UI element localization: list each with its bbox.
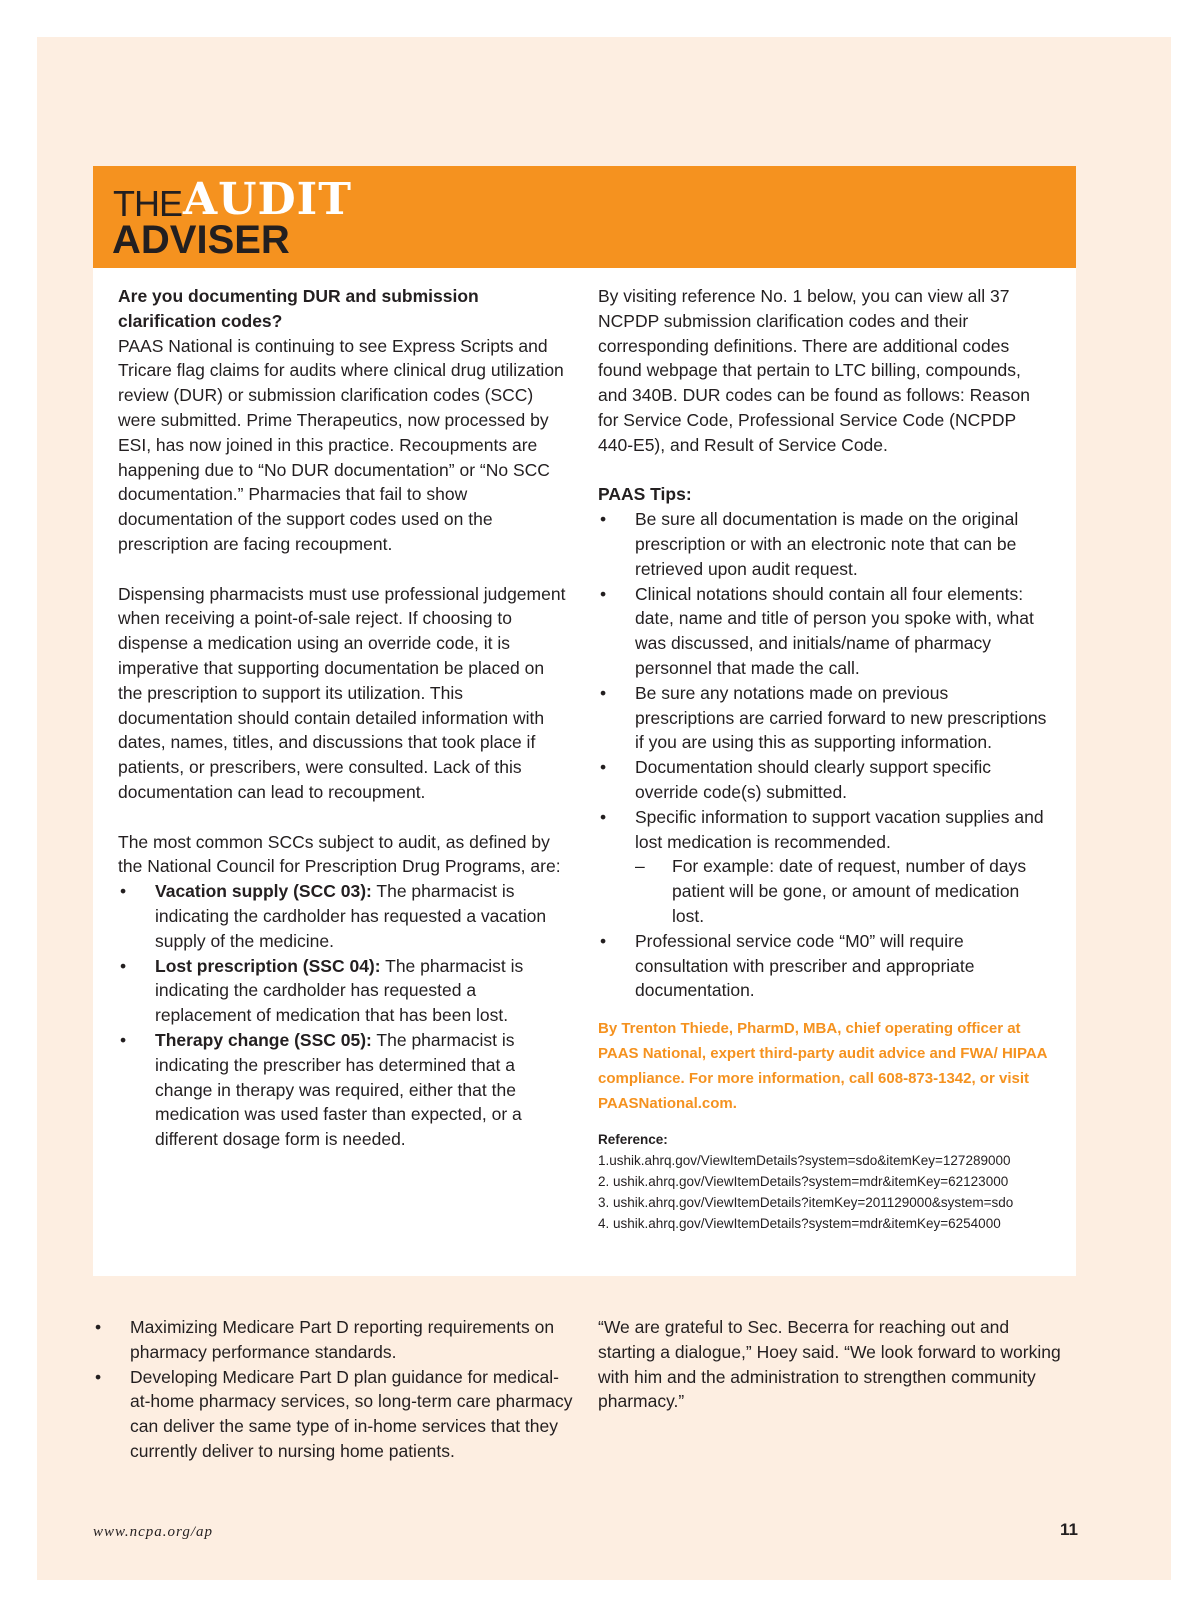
list-sub-item: – For example: date of request, number of days patient will be gone, or amount of medication lost. <box>635 856 1027 926</box>
bullet-icon: • <box>600 682 607 703</box>
list-item: • Developing Medicare Part D plan guidance for medical-at-home pharmacy services, so long-term care pharmacy can deliver the same type of in-home services that they currently deliver to nursing home patients. <box>95 1366 573 1461</box>
reference-link[interactable]: 1.ushik.ahrq.gov/ViewItemDetails?system=sdo&itemKey=127289000 <box>598 1153 1011 1169</box>
hoey-quote: “We are grateful to Sec. Becerra for reaching out and starting a dialogue,” Hoey said. “We look forward to working with him and the administration to strengthen community pharmacy.” <box>598 1317 1061 1412</box>
bullet-icon: • <box>600 509 607 530</box>
left-para-2: Dispensing pharmacists must use professional judgement when receiving a point-of-sale reject. If choosing to dispense a medication using an override code, it is imperative that supporting documentation be placed on the prescription to support its utilization. This documentation should contain detailed information with dates, names, titles, and discussions that took place if patients, or prescribers, were consulted. Lack of this documentation can lead to recoupment. <box>118 583 566 802</box>
list-item: • Clinical notations should contain all four elements: date, name and title of person you spoke with, what was discussed, and initials/name of pharmacy personnel that made the call. <box>600 583 1034 678</box>
bullet-icon: • <box>120 955 127 976</box>
bottom-right-column <box>598 1315 1063 1414</box>
article-heading: Are you documenting DUR and submission clarification codes? <box>118 286 479 331</box>
list-item: • Maximizing Medicare Part D reporting requirements on pharmacy performance standards. <box>95 1317 555 1362</box>
bullet-icon: • <box>600 757 607 778</box>
bullet-icon: • <box>95 1317 102 1337</box>
author-byline: By Trenton Thiede, PharmD, MBA, chief operating officer at PAAS National, expert third-party audit advice and FWA/ HIPAA compliance. For more information, call 608-873-1342, or visit PAASNational.com. <box>598 1020 1047 1112</box>
bullet-icon: • <box>600 930 607 951</box>
page-number: 11 <box>1060 1520 1078 1539</box>
bullet-icon: • <box>600 806 607 827</box>
list-item: • Lost prescription (SSC 04): The pharmacist is indicating the cardholder has requested a replacement of medication that has been lost. <box>120 955 524 1026</box>
right-column <box>598 284 1050 1234</box>
reference-link[interactable]: 2. ushik.ahrq.gov/ViewItemDetails?system=mdr&itemKey=62123000 <box>598 1174 1009 1190</box>
reference-heading: Reference: <box>598 1132 668 1148</box>
list-item: • Vacation supply (SCC 03): The pharmacist is indicating the cardholder has requested a vacation supply of the medicine. <box>120 881 547 951</box>
bottom-left-column <box>93 1315 575 1464</box>
audit-adviser-box <box>93 166 1076 1276</box>
bullet-icon: • <box>600 583 607 604</box>
bullet-icon: • <box>95 1366 102 1387</box>
left-column <box>118 284 566 1152</box>
reference-link[interactable]: 4. ushik.ahrq.gov/ViewItemDetails?system=mdr&itemKey=6254000 <box>598 1216 1001 1232</box>
bullet-icon: • <box>120 1029 127 1050</box>
banner-the: THE <box>113 183 182 224</box>
reference-link[interactable]: 3. ushik.ahrq.gov/ViewItemDetails?itemKey=201129000&system=sdo <box>598 1195 1014 1211</box>
list-item: • Specific information to support vacation supplies and lost medication is recommended. <box>600 806 1044 852</box>
right-para-1: By visiting reference No. 1 below, you can view all 37 NCPDP submission clarification codes and their corresponding definitions. There are additional codes found webpage that pertain to LTC billing, compounds, and 340B. DUR codes can be found as follows: Reason for Service Code, Professional Service Code (NCPDP 440-E5), and Result of Service Code. <box>598 286 1030 455</box>
list-item: • Professional service code “M0” will require consultation with prescriber and appropriate documentation. <box>600 930 975 1001</box>
list-item: • Be sure any notations made on previous prescriptions are carried forward to new prescriptions if you are using this as supporting information. <box>600 682 1047 753</box>
tips-heading: PAAS Tips: <box>598 484 692 505</box>
bullet-icon: • <box>120 881 127 902</box>
banner-adviser: ADVISER <box>112 218 290 262</box>
audit-adviser-banner <box>93 166 1076 268</box>
banner-audit: AUDIT <box>183 174 352 225</box>
dash-icon: – <box>635 856 645 877</box>
list-item: • Documentation should clearly support specific override code(s) submitted. <box>600 757 992 802</box>
footer-url[interactable]: www.ncpa.org/ap <box>93 1524 214 1540</box>
list-item: • Be sure all documentation is made on the original prescription or with an electronic note that can be retrieved upon audit request. <box>600 509 1019 579</box>
left-para-3: The most common SCCs subject to audit, as defined by the National Council for Prescription Drug Programs, are: <box>118 831 561 877</box>
left-para-1: PAAS National is continuing to see Express Scripts and Tricare flag claims for audits where clinical drug utilization review (DUR) or submission clarification codes (SCC) were submitted. Prime Therapeutics, now processed by ESI, has now joined in this practice. Recoupments are happening due to “No DUR documentation” or “No SCC documentation.” Pharmacies that fail to show documentation of the support codes used on the prescription are facing recoupment. <box>118 335 564 554</box>
list-item: • Therapy change (SSC 05): The pharmacist is indicating the prescriber has determined that a change in therapy was required, either that the medication was used faster than expected, or a different dosage form is needed. <box>120 1029 522 1150</box>
